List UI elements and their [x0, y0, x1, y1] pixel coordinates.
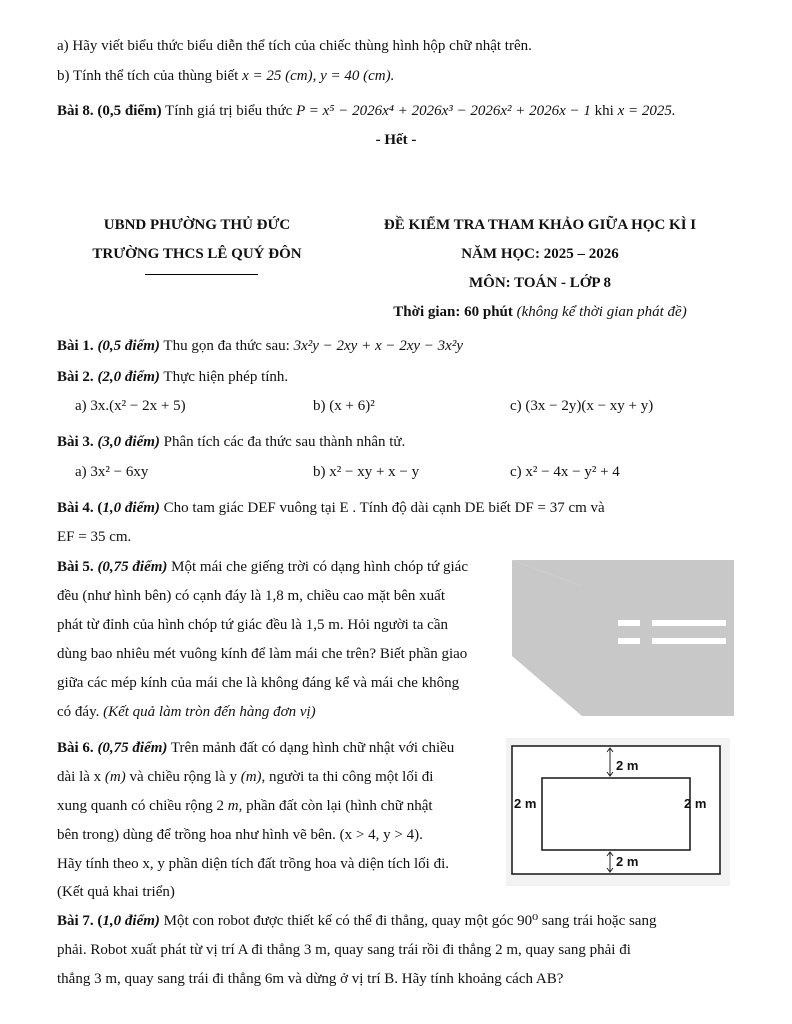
bai6-line3-a: xung quanh có chiều rộng 2 [57, 798, 228, 814]
fig-label-right: 2 m [684, 796, 707, 811]
bai4-text: Cho tam giác DEF vuông tại E . Tính độ dài cạnh DE biết DF = 37 cm và [159, 500, 605, 516]
bai3-label: Bài 3. [57, 434, 94, 450]
bai8 [57, 101, 676, 121]
question-7b [57, 66, 394, 86]
bai6-line2 [57, 767, 433, 787]
school-name: TRƯỜNG THCS LÊ QUÝ ĐÔN [92, 246, 302, 262]
bai6-line2-b: và chiều rộng là y [125, 769, 241, 785]
bai2 [57, 367, 288, 387]
bai5-line3: phát từ đỉnh của hình chóp tứ giác đều là 1,5 m. Hỏi người ta cần [57, 617, 448, 633]
bai7-line1 [57, 911, 656, 931]
fig-label-top: 2 m [616, 758, 639, 773]
bai6-unit-2: (m) [240, 769, 262, 785]
bai5-label: Bài 5. [57, 559, 94, 575]
bai5-line6 [57, 702, 316, 722]
bai3-points: (3,0 điểm) [93, 434, 160, 450]
bai6-line5: Hãy tính theo x, y phần diện tích đất trồng hoa và diện tích lối đi. [57, 856, 449, 872]
bai4-points: 1,0 điểm) [102, 500, 160, 516]
bai7-line3: thẳng 3 m, quay sang trái đi thẳng 6m và dừng ở vị trí B. Hãy tính khoảng cách AB? [57, 971, 564, 987]
ward-name: UBND PHƯỜNG THỦ ĐỨC [103, 217, 291, 233]
bai6-text: Trên mảnh đất có dạng hình chữ nhật với chiều [167, 740, 455, 756]
bai6-line2-c: , người ta thi công một lối đi [261, 769, 434, 785]
bai5-line5: giữa các mép kính của mái che là không đáng kể và mái che không [57, 675, 460, 691]
school-year: NĂM HỌC: 2025 – 2026 [461, 246, 619, 262]
garden-figure [506, 738, 730, 886]
bai5-points: (0,75 điểm) [93, 559, 168, 575]
bai6-line3-b: , phần đất còn lại (hình chữ nhật [238, 798, 433, 814]
bai8-expression: P = x⁵ − 2026x⁴ + 2026x³ − 2026x² + 2026x − 1 [296, 103, 591, 119]
exam-title: ĐỀ KIỂM TRA THAM KHẢO GIỮA HỌC KÌ I [383, 217, 697, 233]
bai8-label: Bài 8. (0,5 điểm) [57, 103, 162, 119]
exam-time [370, 304, 710, 321]
bai6-label: Bài 6. [57, 740, 94, 756]
bai6-line2-a: dài là x [57, 769, 105, 785]
bai5-text: Một mái che giếng trời có dạng hình chóp tứ giác [167, 559, 468, 575]
fig-label-left: 2 m [514, 796, 537, 811]
bai6-line4: bên trong) dùng để trồng hoa như hình vẽ bên. (x > 4, y > 4). [57, 827, 423, 843]
end-marker: - Hết - [375, 132, 417, 148]
bai6-line1 [57, 738, 454, 758]
bai2-b: b) (x + 6)² [313, 398, 375, 414]
bai8-condition: x = 2025. [617, 103, 676, 119]
bai8-text: Tính giá trị biểu thức [161, 103, 297, 119]
bai1-text: Thu gọn đa thức sau: [159, 338, 294, 354]
bai2-points: (2,0 điểm) [93, 369, 160, 385]
bai2-label: Bài 2. [57, 369, 94, 385]
fig-label-bottom: 2 m [616, 854, 639, 869]
bai5-line6-text: có đáy. [57, 704, 104, 720]
bai4-label: Bài 4. ( [57, 500, 103, 516]
bai3-text: Phân tích các đa thức sau thành nhân tử. [159, 434, 406, 450]
bai1-label: Bài 1. [57, 338, 94, 354]
bai3 [57, 432, 405, 452]
bai3-a: a) 3x² − 6xy [75, 464, 149, 480]
bai3-b: b) x² − xy + x − y [313, 464, 420, 480]
bai1-expression: 3x²y − 2xy + x − 2xy − 3x²y [293, 338, 463, 354]
bai6-unit-3: m [227, 798, 239, 814]
bai7-label: Bài 7. ( [57, 913, 103, 929]
skylight-image-placeholder-icon [512, 556, 734, 716]
bai5-line2: đều (như hình bên) có cạnh đáy là 1,8 m, chiều cao mặt bên xuất [57, 588, 446, 604]
bai2-text: Thực hiện phép tính. [159, 369, 289, 385]
flower-bed [542, 778, 690, 850]
bai6-unit-1: (m) [104, 769, 126, 785]
bai4-line1 [57, 498, 737, 518]
bai1 [57, 336, 463, 356]
exam-time-note: (không kể thời gian phát đề) [512, 304, 687, 320]
bai5-note: (Kết quả làm tròn đến hàng đơn vị) [103, 704, 316, 720]
bai1-points: (0,5 điểm) [93, 338, 160, 354]
bai6-line3 [57, 796, 433, 816]
question-7b-text: b) Tính thể tích của thùng biết [57, 68, 243, 84]
bai7-text: Một con robot được thiết kế có thể đi thẳng, quay một góc 90⁰ sang trái hoặc sang [159, 913, 657, 929]
bai4-line2: EF = 35 cm. [57, 529, 132, 545]
bai3-c: c) x² − 4x − y² + 4 [510, 464, 620, 480]
bai5-line1 [57, 557, 468, 577]
bai5-line4: dùng bao nhiêu mét vuông kính để làm mái che trên? Biết phần giao [57, 646, 468, 662]
bai6-points: (0,75 điểm) [93, 740, 168, 756]
subject: MÔN: TOÁN - LỚP 8 [469, 275, 611, 291]
exam-time-label: Thời gian: 60 phút [393, 304, 513, 320]
question-7a: a) Hãy viết biểu thức biểu diễn thể tích của chiếc thùng hình hộp chữ nhật trên. [57, 38, 532, 54]
bai6-line6: (Kết quả khai triển) [57, 884, 175, 900]
bai7-points: 1,0 điểm) [102, 913, 160, 929]
bai2-c: c) (3x − 2y)(x − xy + y) [510, 398, 654, 414]
bai2-a: a) 3x.(x² − 2x + 5) [75, 398, 186, 414]
question-7b-values: x = 25 (cm), y = 40 (cm). [242, 68, 395, 84]
bai8-khi: khi [590, 103, 618, 119]
bai7-line2: phải. Robot xuất phát từ vị trí A đi thẳng 3 m, quay sang trái rồi đi thẳng 2 m, quay sang phải đi [57, 942, 631, 958]
header-divider [145, 274, 258, 275]
